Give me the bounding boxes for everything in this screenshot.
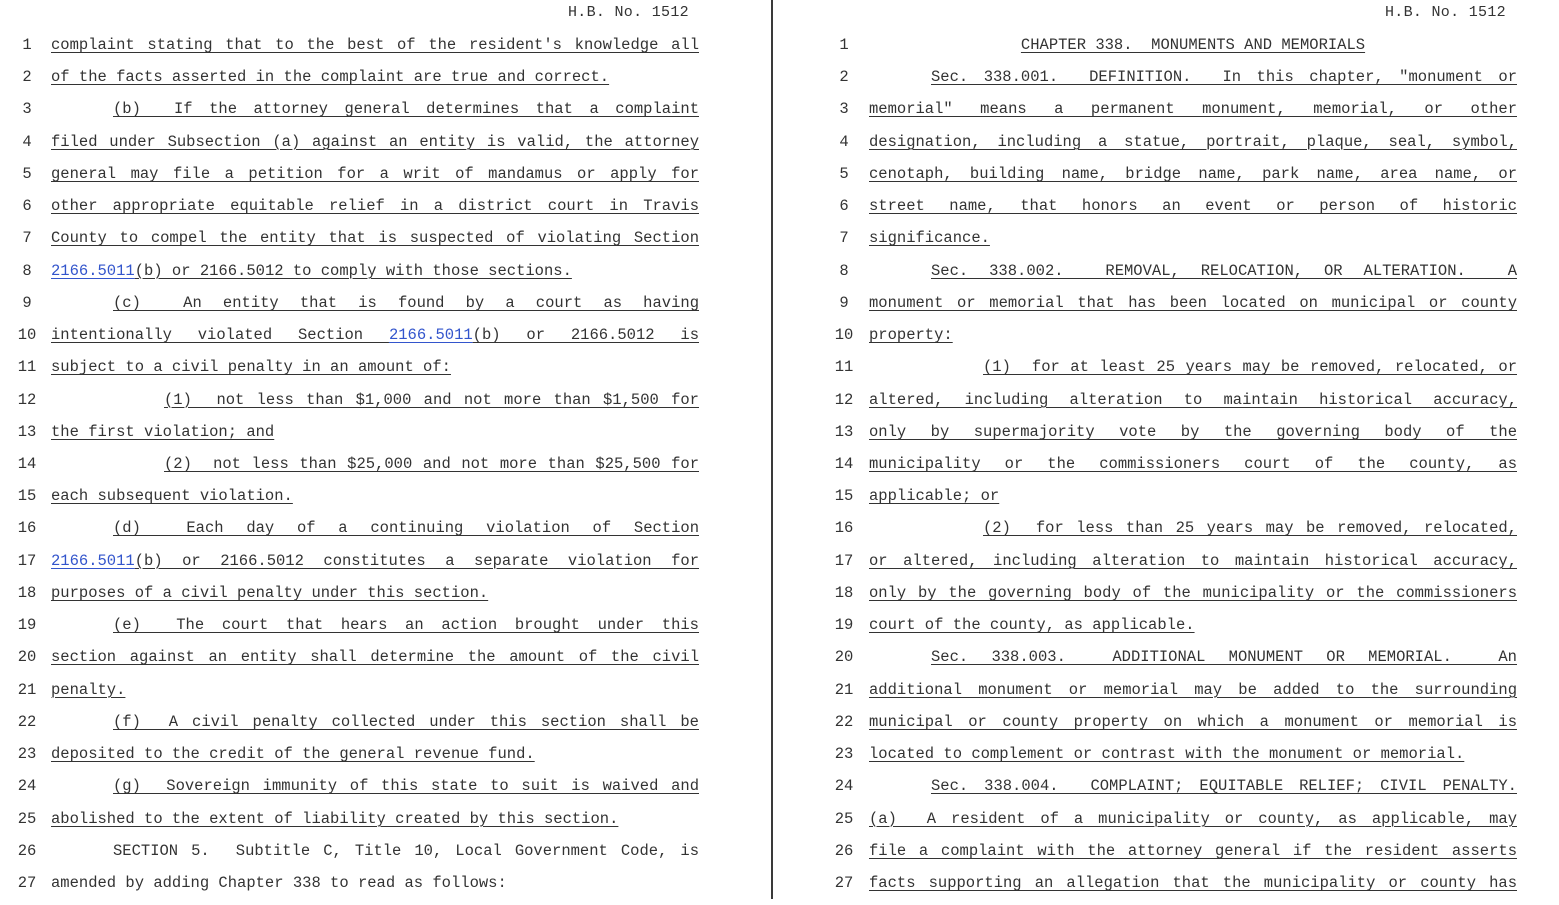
line-number: 4 <box>839 132 849 151</box>
line-text <box>164 454 699 474</box>
line-number: 22 <box>17 712 37 731</box>
line-text-segment: significance. <box>869 229 990 248</box>
line-text <box>869 615 1517 635</box>
line-text <box>51 325 699 345</box>
line-number: 9 <box>839 293 849 312</box>
line-text-segment: subject to a civil penalty in an amount of: <box>51 358 451 377</box>
line-text-segment: only by supermajority vote by the governing body of the <box>869 422 1517 441</box>
line-text-segment: complaint stating that to the best of the resident's knowledge all <box>51 36 699 54</box>
line-text <box>869 583 1517 603</box>
line-text <box>931 261 1517 281</box>
line-text-segment: (c) An entity that is found by a court as having <box>113 293 699 312</box>
line-text-segment: cenotaph, building name, bridge name, park name, area name, or <box>869 164 1517 183</box>
line-number: 25 <box>17 809 37 828</box>
line-text <box>869 228 1517 248</box>
line-text-segment: filed under Subsection (a) against an entity is valid, the attorney <box>51 132 699 151</box>
line-text <box>869 132 1517 152</box>
right-page <box>773 0 1559 899</box>
line-text-segment: additional monument or memorial may be added to the surrounding <box>869 680 1517 699</box>
line-text <box>51 35 699 55</box>
line-number: 16 <box>17 519 37 538</box>
statute-link[interactable]: 2166.5011 <box>51 261 135 280</box>
line-text <box>983 357 1517 377</box>
line-text-segment: only by the governing body of the municipality or the commissioners <box>869 583 1517 602</box>
left-page <box>0 0 772 899</box>
line-number: 5 <box>22 164 32 183</box>
line-text-segment: property: <box>869 326 953 345</box>
line-text <box>869 873 1517 893</box>
line-text <box>869 744 1517 764</box>
line-text <box>51 164 699 184</box>
line-text-segment: (b) or 2166.5012 is <box>472 326 699 345</box>
line-number: 12 <box>834 390 854 409</box>
line-number: 3 <box>22 100 32 119</box>
statute-link[interactable]: 2166.5011 <box>388 326 473 345</box>
line-text-segment: or altered, including alteration to maintain historical accuracy, <box>869 551 1517 570</box>
line-number: 20 <box>834 648 854 667</box>
line-text <box>51 680 699 700</box>
line-number: 14 <box>834 454 854 473</box>
line-text <box>869 99 1517 119</box>
line-text-segment: facts supporting an allegation that the municipality or county has <box>869 873 1517 892</box>
line-text-segment: each subsequent violation. <box>51 487 293 506</box>
line-text <box>869 293 1517 313</box>
line-number: 21 <box>17 680 37 699</box>
line-number: 16 <box>834 519 854 538</box>
line-text <box>869 551 1517 571</box>
line-number: 6 <box>22 197 32 216</box>
line-text-segment: applicable; or <box>869 487 1000 506</box>
line-number: 21 <box>834 680 854 699</box>
line-text <box>113 712 699 732</box>
bill-number-header: H.B. No. 1512 <box>1385 4 1506 21</box>
line-text <box>51 67 699 87</box>
line-text-segment: (b) or 2166.5012 constitutes a separate violation for <box>134 551 699 570</box>
line-number: 9 <box>22 293 32 312</box>
line-text <box>869 712 1517 732</box>
line-text-segment: designation, including a statue, portrait, plaque, seal, symbol, <box>869 132 1517 151</box>
line-text-segment: court of the county, as applicable. <box>869 616 1195 635</box>
line-number: 22 <box>834 712 854 731</box>
line-number: 17 <box>834 551 854 570</box>
line-text <box>869 196 1517 216</box>
line-text-segment: general may file a petition for a writ of mandamus or apply for <box>51 164 699 183</box>
line-number: 6 <box>839 197 849 216</box>
line-number: 8 <box>22 261 32 280</box>
line-number: 10 <box>834 326 854 345</box>
line-text <box>51 228 699 248</box>
line-text-segment: Sec. 338.001. DEFINITION. In this chapter, "monument or <box>931 68 1517 87</box>
line-number: 27 <box>17 873 37 892</box>
line-number: 5 <box>839 164 849 183</box>
line-number: 18 <box>17 583 37 602</box>
line-text <box>113 615 699 635</box>
statute-link[interactable]: 2166.5011 <box>51 551 135 570</box>
line-text-segment: County to compel the entity that is suspected of violating Section <box>51 229 699 248</box>
line-text-segment: (1) for at least 25 years may be removed, relocated, or <box>983 358 1517 377</box>
line-text <box>51 357 699 377</box>
line-text <box>164 390 699 410</box>
bill-number-header: H.B. No. 1512 <box>568 4 689 21</box>
line-text-segment: (2) not less than $25,000 and not more than $25,500 for <box>164 454 699 473</box>
line-number: 23 <box>17 745 37 764</box>
line-text-segment: section against an entity shall determine the amount of the civil <box>51 648 699 667</box>
line-text-segment: (e) The court that hears an action brought under this <box>113 616 699 635</box>
line-number: 24 <box>17 777 37 796</box>
line-number: 15 <box>17 487 37 506</box>
line-text-segment: monument or memorial that has been located on municipal or county <box>869 293 1517 312</box>
line-text-segment: (d) Each day of a continuing violation of Section <box>113 519 699 538</box>
line-number: 1 <box>22 36 32 54</box>
line-text-segment: Sec. 338.002. REMOVAL, RELOCATION, OR ALTERATION. A <box>931 261 1517 280</box>
line-text <box>113 293 699 313</box>
line-text <box>869 841 1517 861</box>
line-number: 26 <box>834 841 854 860</box>
line-text <box>51 486 699 506</box>
line-text <box>931 647 1517 667</box>
line-text-segment: CHAPTER 338. MONUMENTS AND MEMORIALS <box>1020 36 1366 54</box>
line-number: 13 <box>834 422 854 441</box>
line-text-segment: file a complaint with the attorney general if the resident asserts <box>869 841 1517 860</box>
line-number: 12 <box>17 390 37 409</box>
line-number: 2 <box>22 68 32 87</box>
line-text <box>51 647 699 667</box>
line-text <box>869 325 1517 345</box>
line-text-segment: Sec. 338.003. ADDITIONAL MONUMENT OR MEMORIAL. An <box>931 648 1517 667</box>
line-text-segment: intentionally violated Section <box>51 326 389 345</box>
line-text-segment: (a) A resident of a municipality or county, as applicable, may <box>869 809 1517 828</box>
line-number: 3 <box>839 100 849 119</box>
line-text-segment: deposited to the credit of the general revenue fund. <box>51 745 535 764</box>
line-number: 11 <box>17 358 37 377</box>
line-text <box>51 422 699 442</box>
line-number: 10 <box>17 326 37 345</box>
line-text <box>983 518 1517 538</box>
line-number: 20 <box>17 648 37 667</box>
line-number: 7 <box>22 229 32 248</box>
line-number: 27 <box>834 873 854 892</box>
line-number: 2 <box>839 68 849 87</box>
line-number: 19 <box>17 616 37 635</box>
line-text-segment: amended by adding Chapter 338 to read as follows: <box>51 873 507 892</box>
line-text <box>869 164 1517 184</box>
line-text <box>51 551 699 571</box>
line-number: 13 <box>17 422 37 441</box>
line-text <box>51 583 699 603</box>
line-text-segment: penalty. <box>51 680 126 699</box>
line-number: 18 <box>834 583 854 602</box>
line-text <box>869 422 1517 442</box>
line-text <box>113 776 699 796</box>
line-text <box>869 390 1517 410</box>
line-number: 14 <box>17 454 37 473</box>
line-number: 4 <box>22 132 32 151</box>
line-number: 11 <box>834 358 854 377</box>
line-text-segment: located to complement or contrast with the monument or memorial. <box>869 745 1465 764</box>
line-text <box>869 35 1517 55</box>
line-text-segment: municipality or the commissioners court of the county, as <box>869 454 1517 473</box>
line-text <box>51 809 699 829</box>
line-text-segment: purposes of a civil penalty under this section. <box>51 583 489 602</box>
line-text <box>931 67 1517 87</box>
line-text-segment: (f) A civil penalty collected under this section shall be <box>113 712 699 731</box>
line-text <box>869 486 1517 506</box>
line-text-segment: (1) not less than $1,000 and not more than $1,500 for <box>164 390 699 409</box>
line-text <box>51 744 699 764</box>
line-number: 26 <box>17 841 37 860</box>
line-text <box>113 518 699 538</box>
line-text-segment: (b) If the attorney general determines that a complaint <box>113 100 699 119</box>
line-text-segment: other appropriate equitable relief in a district court in Travis <box>51 197 699 216</box>
line-number: 25 <box>834 809 854 828</box>
line-number: 15 <box>834 487 854 506</box>
line-number: 19 <box>834 616 854 635</box>
line-number: 24 <box>834 777 854 796</box>
line-text-segment: Sec. 338.004. COMPLAINT; EQUITABLE RELIEF; CIVIL PENALTY. <box>931 777 1517 796</box>
line-number: 1 <box>839 36 849 54</box>
line-text-segment: (2) for less than 25 years may be removed, relocated, <box>983 519 1517 538</box>
line-text-segment: street name, that honors an event or person of historic <box>869 197 1517 216</box>
line-text <box>113 99 699 119</box>
line-number: 8 <box>839 261 849 280</box>
line-text <box>51 261 699 281</box>
line-text-segment: the first violation; and <box>51 422 275 441</box>
line-text <box>51 873 699 893</box>
line-text-segment: abolished to the extent of liability created by this section. <box>51 809 619 828</box>
line-text-segment: altered, including alteration to maintain historical accuracy, <box>869 390 1517 409</box>
line-number: 7 <box>839 229 849 248</box>
line-text-segment: (b) or 2166.5012 to comply with those sections. <box>134 261 572 280</box>
line-text <box>869 680 1517 700</box>
line-text <box>931 776 1517 796</box>
line-number: 17 <box>17 551 37 570</box>
line-text <box>51 196 699 216</box>
line-text <box>869 809 1517 829</box>
line-text <box>51 132 699 152</box>
line-text-segment: of the facts asserted in the complaint are true and correct. <box>51 68 610 87</box>
line-number: 23 <box>834 745 854 764</box>
line-text <box>113 841 699 861</box>
line-text-segment: (g) Sovereign immunity of this state to suit is waived and <box>113 777 699 796</box>
line-text <box>869 454 1517 474</box>
line-text-segment: SECTION 5. Subtitle C, Title 10, Local Government Code, is <box>113 841 699 860</box>
line-text-segment: memorial" means a permanent monument, memorial, or other <box>869 100 1517 119</box>
line-text-segment: municipal or county property on which a monument or memorial is <box>869 712 1517 731</box>
